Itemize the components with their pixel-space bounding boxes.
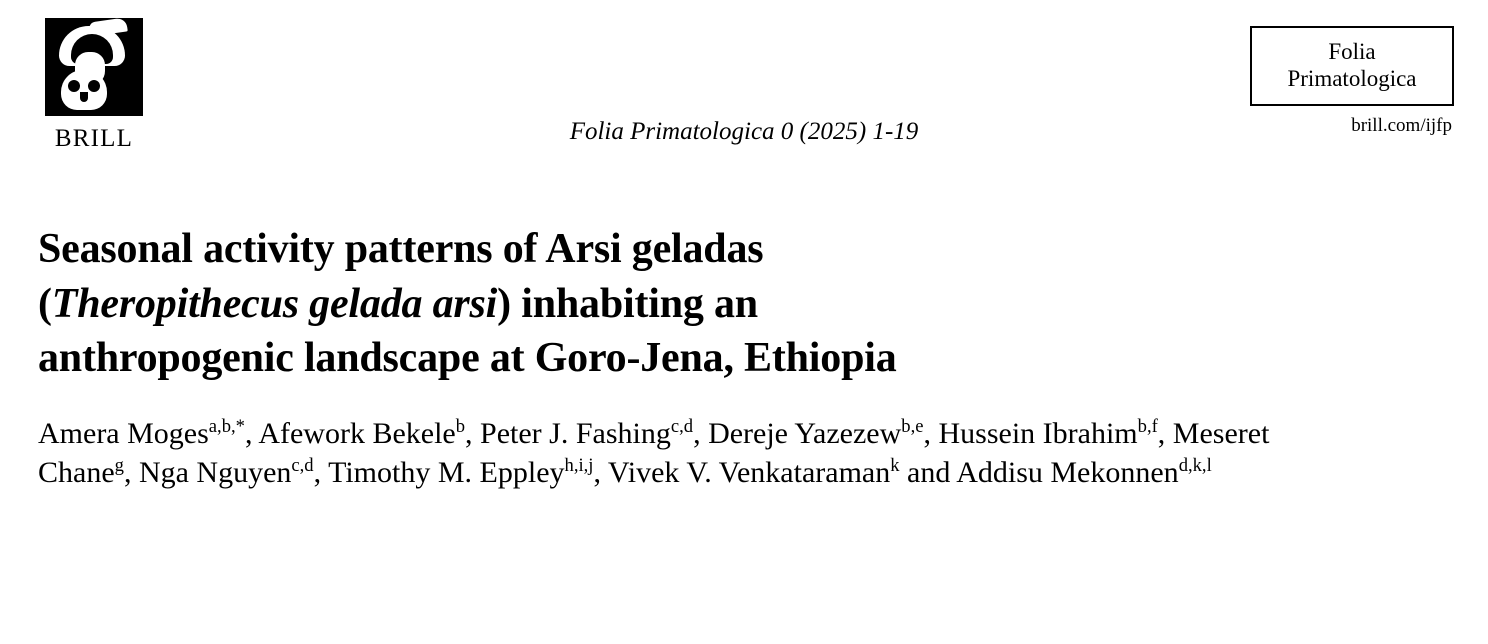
author-name: Amera Moges: [38, 416, 209, 450]
author-separator: ,: [244, 416, 259, 450]
author-name: Afework Bekele: [258, 416, 456, 450]
brill-minerva-owl-logo-icon: [45, 18, 143, 116]
title-segment-3: anthropogenic landscape at Goro-Jena, Ethiopia: [38, 335, 897, 382]
author-name: Timothy M. Eppley: [328, 456, 565, 490]
author-separator: ,: [313, 456, 329, 490]
page-header: [0, 0, 1488, 160]
author-affiliation-marker: k: [890, 455, 900, 477]
masthead-line-1: Folia: [1328, 39, 1376, 64]
author-affiliation-marker: d,k,l: [1178, 455, 1212, 477]
journal-masthead: [1250, 26, 1454, 137]
author-separator: ,: [693, 416, 709, 450]
article-title: [38, 222, 1450, 386]
author-name: Peter J. Fashing: [480, 416, 671, 450]
author-name: Hussein Ibrahim: [938, 416, 1138, 450]
author-separator: ,: [1157, 416, 1173, 450]
author-affiliation-marker: b,f: [1137, 415, 1158, 437]
author-separator: ,: [465, 416, 481, 450]
title-open-paren: (: [38, 280, 52, 327]
author-separator: ,: [923, 416, 939, 450]
author-affiliation-marker: c,d: [670, 415, 694, 437]
author-name: Nga Nguyen: [138, 456, 292, 490]
author-affiliation-marker: b: [455, 415, 466, 437]
author-name: Addisu Mekonnen: [956, 456, 1179, 490]
author-affiliation-marker: b,e: [901, 415, 924, 437]
title-species-name: Theropithecus gelada arsi: [51, 280, 498, 327]
journal-citation: Folia Primatologica 0 (2025) 1-19: [569, 118, 919, 145]
title-segment-2: ) inhabiting an: [497, 280, 758, 327]
title-segment-1: Seasonal activity patterns of Arsi geladas: [38, 226, 764, 272]
author-separator: ,: [593, 456, 608, 490]
masthead-line-2: Primatologica: [1287, 66, 1417, 92]
journal-url[interactable]: brill.com/ijfp: [1351, 115, 1452, 137]
author-affiliation-marker: a,b,*: [208, 415, 245, 437]
masthead-box: [1250, 26, 1454, 106]
author-name: Meseret Chane: [38, 416, 1270, 490]
author-affiliation-marker: c,d: [291, 455, 314, 477]
author-list: [38, 414, 1368, 493]
author-name: Dereje Yazezew: [708, 416, 902, 450]
author-separator: and: [899, 456, 957, 490]
author-affiliation-marker: g: [114, 455, 124, 477]
publisher-name: BRILL: [54, 125, 134, 152]
author-separator: ,: [123, 456, 139, 490]
author-affiliation-marker: h,i,j: [564, 455, 594, 477]
author-name: Vivek V. Venkataraman: [607, 456, 891, 490]
